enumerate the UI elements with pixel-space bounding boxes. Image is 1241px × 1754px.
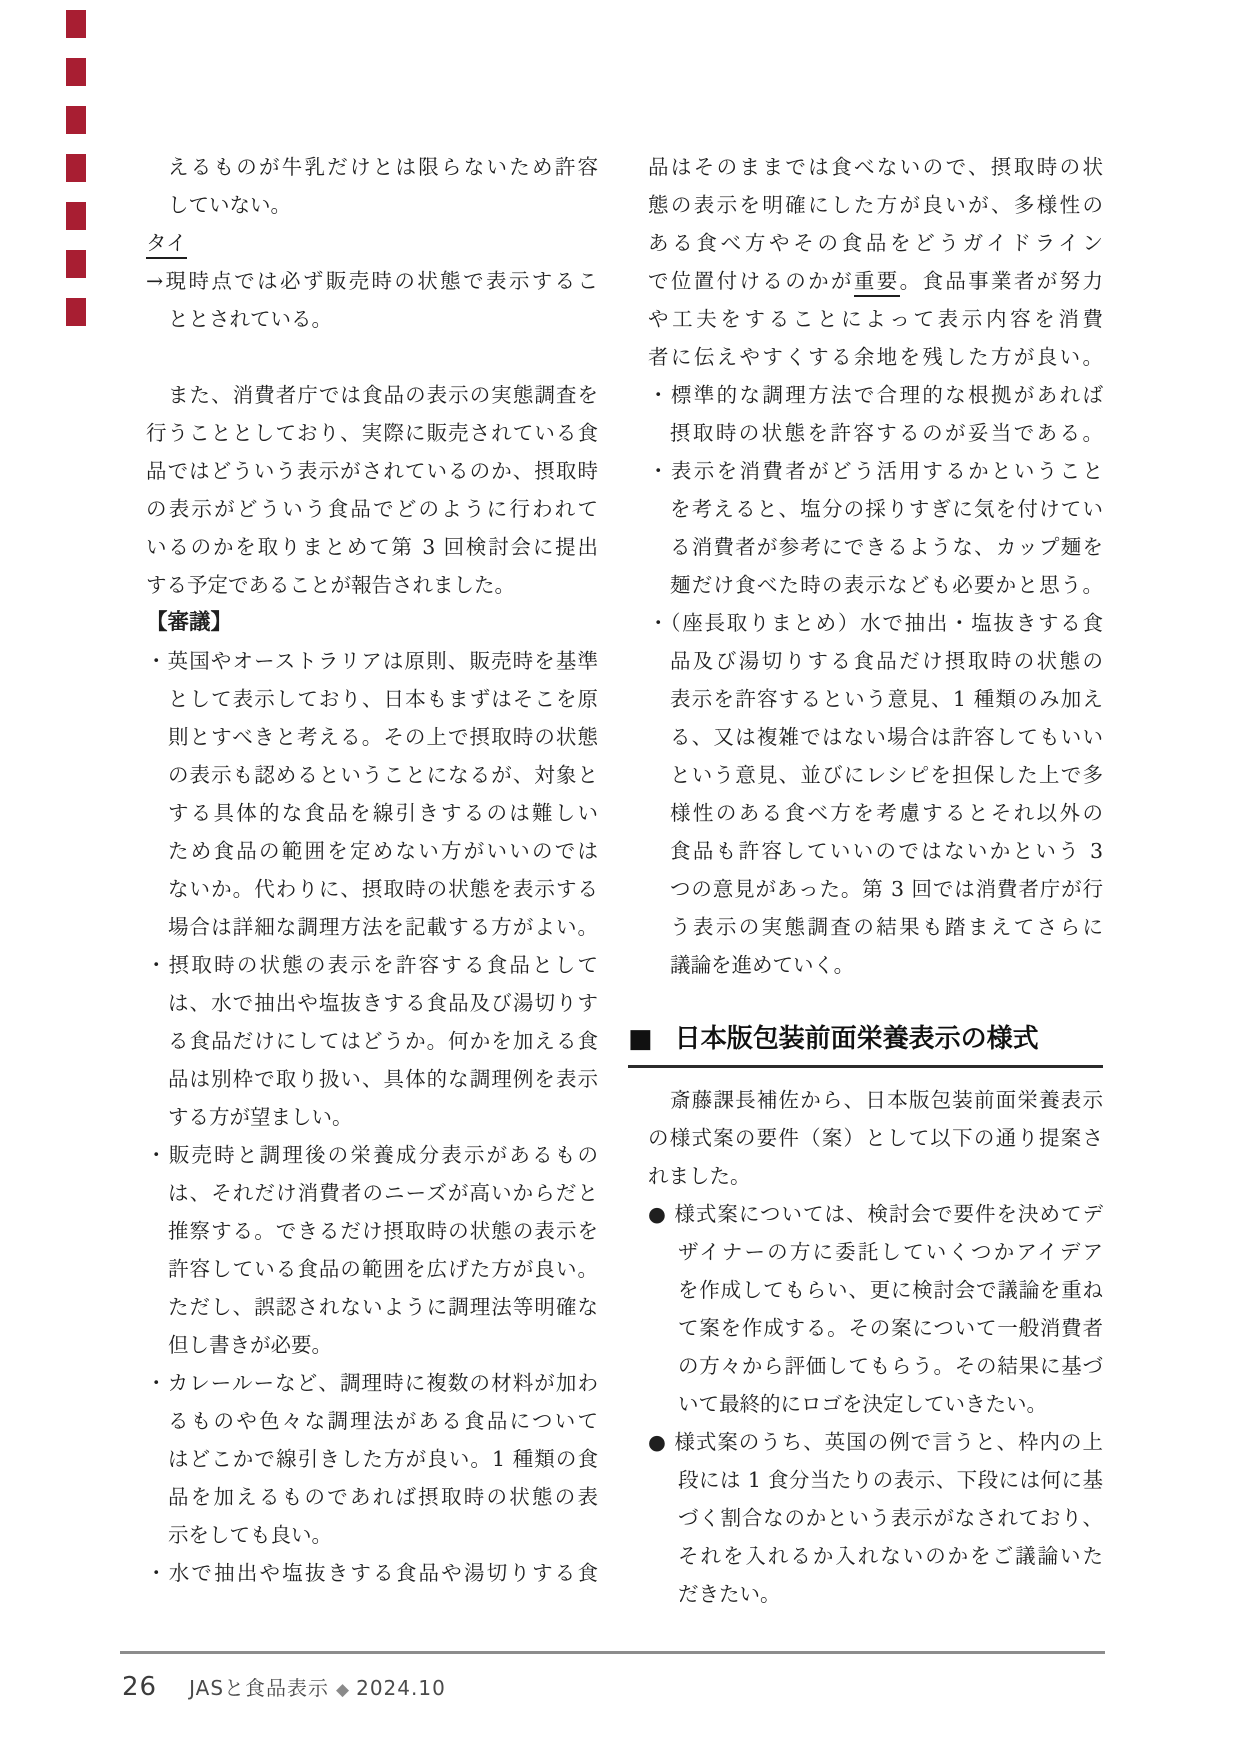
text-line: 品はそのままでは食べないので、摂取時の状 (648, 155, 1103, 179)
journal-title: JASと食品表示 (189, 1676, 330, 1700)
text-line: 但し書きが必要。 (168, 1333, 332, 1357)
text-line: 麺だけ食べた時の表示なども必要かと思う。 (670, 573, 1103, 597)
text-line: いるのかを取りまとめて第 3 回検討会に提出 (146, 535, 598, 559)
text-line: する方が望ましい。 (168, 1105, 353, 1129)
text-line (146, 224, 598, 262)
diamond-icon: ◆ (336, 1680, 350, 1700)
text-line: ・英国やオーストラリアは原則、販売時を基準 (146, 649, 598, 673)
text-line: 態の表示を明確にした方が良いが、多様性の (648, 193, 1103, 217)
text-line: 品ではどういう表示がされているのか、摂取時 (146, 459, 598, 483)
text-line: ● 様式案については、検討会で要件を決めてデ (648, 1202, 1103, 1226)
text-line: 行うこととしており、実際に販売されている食 (146, 421, 598, 445)
text-line: する具体的な食品を線引きするのは難しい (168, 801, 598, 825)
text-line: 示をしても良い。 (168, 1523, 332, 1547)
text-line: 推察する。できるだけ摂取時の状態の表示を (168, 1219, 598, 1243)
registration-mark (66, 202, 86, 230)
registration-marks (66, 10, 86, 346)
right-column (628, 148, 1104, 1613)
text-line: る食品だけにしてはどうか。何かを加える食 (168, 1029, 598, 1053)
text-line: ・表示を消費者がどう活用するかということ (648, 459, 1103, 483)
text-line: 許容している食品の範囲を広げた方が良い。 (168, 1257, 598, 1281)
text-line: ● 様式案のうち、英国の例で言うと、枠内の上 (648, 1430, 1103, 1454)
text-line: 品を加えるものであれば摂取時の状態の表 (168, 1485, 598, 1509)
text-line: ・水で抽出や塩抜きする食品や湯切りする食 (146, 1561, 598, 1585)
text-line: 品は別枠で取り扱い、具体的な調理例を表示 (168, 1067, 598, 1091)
text-line: として表示しており、日本もまずはそこを原 (168, 687, 598, 711)
text-line: は、それだけ消費者のニーズが高いからだと (168, 1181, 598, 1205)
text-line: は、水で抽出や塩抜きする食品及び湯切りす (168, 991, 598, 1015)
issue-date: 2024.10 (356, 1676, 446, 1700)
section-heading (628, 1022, 1103, 1068)
text-line: えるものが牛乳だけとは限らないため許容 (168, 155, 598, 179)
text-line: の表示がどういう食品でどのように行われて (146, 497, 598, 521)
text-line: 者に伝えやすくする余地を残した方が良い。 (648, 345, 1103, 369)
text-line: の様式案の要件（案）として以下の通り提案さ (648, 1126, 1103, 1150)
underlined-text: タイ (146, 231, 187, 259)
text-line: る、又は複雑ではない場合は許容してもいい (670, 725, 1103, 749)
text-line: る消費者が参考にできるような、カップ麺を (670, 535, 1103, 559)
text-line: を作成してもらい、更に検討会で議論を重ね (678, 1278, 1103, 1302)
left-column (146, 148, 598, 1592)
text-line: 段には 1 食分当たりの表示、下段には何に基 (678, 1468, 1103, 1492)
text-line: ・標準的な調理方法で合理的な根拠があれば (648, 383, 1103, 407)
registration-mark (66, 58, 86, 86)
text-line: また、消費者庁では食品の表示の実態調査を (168, 383, 598, 407)
text-line: 則とすべきと考える。その上で摂取時の状態 (168, 725, 598, 749)
text-line: 斎藤課長補佐から、日本版包装前面栄養表示 (670, 1088, 1103, 1112)
text-line: ないか。代わりに、摂取時の状態を表示する (168, 877, 598, 901)
text-line: それを入れるか入れないのかをご議論いた (678, 1544, 1103, 1568)
text-line: →現時点では必ず販売時の状態で表示するこ (146, 269, 598, 293)
text-line: ただし、誤認されないように調理法等明確な (168, 1295, 598, 1319)
text-line: で位置付けるのかが重要。食品事業者が努力 (648, 262, 1103, 300)
text-line: るものや色々な調理法がある食品について (168, 1409, 598, 1433)
footer (122, 1672, 1022, 1702)
text-line: や工夫をすることによって表示内容を消費 (648, 307, 1103, 331)
right-column-top-text (648, 148, 1103, 984)
text-line: の表示も認めるということになるが、対象と (168, 763, 598, 787)
text-line: 【審議】 (146, 610, 233, 635)
registration-mark (66, 106, 86, 134)
registration-mark (66, 10, 86, 38)
text-line: ある食べ方やその食品をどうガイドライン (648, 231, 1103, 255)
text-line: 場合は詳細な調理方法を記載する方がよい。 (168, 915, 598, 939)
text-line: はどこかで線引きした方が良い。1 種類の食 (168, 1447, 598, 1471)
registration-mark (66, 154, 86, 182)
text-line: いて最終的にロゴを決定していきたい。 (678, 1392, 1047, 1416)
footer-divider (120, 1651, 1105, 1654)
text-line: ・（座長取りまとめ）水で抽出・塩抜きする食 (648, 611, 1103, 635)
registration-mark (66, 250, 86, 278)
text-line: だきたい。 (678, 1582, 781, 1606)
text-line: ととされている。 (168, 307, 332, 331)
text-line: 食品も許容していいのではないかという 3 (670, 839, 1103, 863)
text-line: う表示の実態調査の結果も踏まえてさらに (670, 915, 1103, 939)
text-line: ・摂取時の状態の表示を許容する食品として (146, 953, 598, 977)
text-line: する予定であることが報告されました。 (146, 573, 515, 597)
square-bullet-icon: ■ (628, 1024, 653, 1054)
text-line: 議論を進めていく。 (670, 953, 855, 977)
text-line: ため食品の範囲を定めない方がいいのでは (168, 839, 598, 863)
underlined-text: 重要 (854, 269, 900, 297)
text-line: という意見、並びにレシピを担保した上で多 (670, 763, 1103, 787)
text-line: 摂取時の状態を許容するのが妥当である。 (670, 421, 1103, 445)
text-line: れました。 (648, 1164, 751, 1188)
text-line: 品及び湯切りする食品だけ摂取時の状態の (670, 649, 1103, 673)
text-line: ・販売時と調理後の栄養成分表示があるもの (146, 1143, 598, 1167)
text-line: を考えると、塩分の採りすぎに気を付けてい (670, 497, 1103, 521)
text-line: つの意見があった。第 3 回では消費者庁が行 (670, 877, 1103, 901)
text-line: づく割合なのかという表示がなされており、 (678, 1506, 1103, 1530)
text-line: していない。 (168, 193, 291, 217)
text-line: ザイナーの方に委託していくつかアイデア (678, 1240, 1103, 1264)
text-line: ・カレールーなど、調理時に複数の材料が加わ (146, 1371, 598, 1395)
text-line: 様性のある食べ方を考慮するとそれ以外の (670, 801, 1103, 825)
section-heading-title: 日本版包装前面栄養表示の様式 (674, 1024, 1039, 1054)
text-line: て案を作成する。その案について一般消費者 (678, 1316, 1103, 1340)
page-number: 26 (122, 1672, 158, 1702)
text-line (146, 338, 598, 376)
text-line: の方々から評価してもらう。その結果に基づ (678, 1354, 1103, 1378)
right-column-bottom-text (648, 1081, 1103, 1613)
registration-mark (66, 298, 86, 326)
text-line: 表示を許容するという意見、1 種類のみ加え (670, 687, 1103, 711)
